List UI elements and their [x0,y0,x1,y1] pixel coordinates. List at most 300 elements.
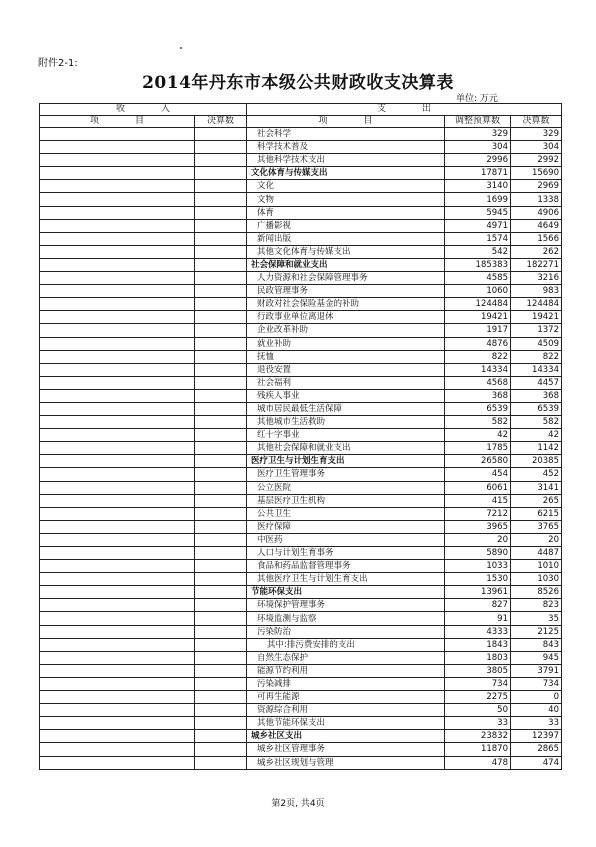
table-row [40,206,562,219]
expense-item-cell: 其他科学技术支出 [247,154,445,167]
expense-item-cell: 就业补助 [247,337,445,350]
income-final-cell [195,219,247,232]
expense-final-cell: 6215 [511,507,562,520]
expense-item-cell: 行政事业单位离退休 [247,311,445,324]
expense-final-cell: 304 [511,141,562,154]
table-row [40,651,562,664]
table-row [40,664,562,677]
income-item-cell [40,167,195,180]
income-final-cell [195,547,247,560]
income-final-cell [195,560,247,573]
income-final-cell [195,258,247,271]
expense-item-cell: 环境监测与监察 [247,612,445,625]
expense-final-cell: 983 [511,285,562,298]
table-row [40,272,562,285]
income-item-cell [40,363,195,376]
income-item-cell [40,494,195,507]
table-row [40,560,562,573]
expense-final-cell: 1030 [511,573,562,586]
expense-adjusted-cell: 1803 [445,651,511,664]
expense-final-cell: 1372 [511,324,562,337]
income-final-cell [195,625,247,638]
income-final-cell [195,468,247,481]
expense-adjusted-cell: 3140 [445,180,511,193]
income-item-cell [40,219,195,232]
income-item-cell [40,756,195,769]
expense-item-cell: 其他节能环保支出 [247,717,445,730]
expense-item-cell: 社会科学 [247,128,445,141]
expense-final-header: 决算数 [511,116,562,128]
expense-adjusted-cell: 1060 [445,285,511,298]
income-final-cell [195,245,247,258]
table-row [40,350,562,363]
income-item-cell [40,429,195,442]
income-item-cell [40,193,195,206]
income-final-cell [195,612,247,625]
expense-item-cell: 城乡社区管理事务 [247,743,445,756]
expense-item-header: 项 目 [247,116,445,128]
income-item-cell [40,586,195,599]
expense-final-cell: 12397 [511,730,562,743]
expense-item-cell: 财政对社会保险基金的补助 [247,298,445,311]
expense-adjusted-cell: 6539 [445,402,511,415]
income-item-cell [40,533,195,546]
expense-adjusted-cell: 582 [445,416,511,429]
table-row [40,612,562,625]
expense-adjusted-cell: 23832 [445,730,511,743]
table-row [40,442,562,455]
expense-adjusted-cell: 17871 [445,167,511,180]
table-row [40,376,562,389]
table-row [40,481,562,494]
income-final-cell [195,128,247,141]
table-row [40,363,562,376]
expense-item-cell: 其中:排污费安排的支出 [247,638,445,651]
expense-final-cell: 3141 [511,481,562,494]
expense-adjusted-cell: 304 [445,141,511,154]
table-row [40,599,562,612]
expense-adjusted-cell: 26580 [445,455,511,468]
expense-item-cell: 城市居民最低生活保障 [247,402,445,415]
income-final-cell [195,586,247,599]
expense-final-cell: 124484 [511,298,562,311]
income-group-header: 收 入 [40,104,247,116]
income-item-cell [40,625,195,638]
income-item-cell [40,416,195,429]
table-row [40,573,562,586]
expense-final-cell: 734 [511,677,562,690]
income-final-header: 决算数 [195,116,247,128]
income-item-cell [40,468,195,481]
expense-final-cell: 823 [511,599,562,612]
expense-item-cell: 人口与计划生育事务 [247,547,445,560]
expense-adjusted-cell: 478 [445,756,511,769]
table-row [40,180,562,193]
expense-final-cell: 0 [511,691,562,704]
expense-adjusted-cell: 1574 [445,232,511,245]
table-row [40,625,562,638]
income-final-cell [195,756,247,769]
expense-adjusted-cell: 4876 [445,337,511,350]
expense-item-cell: 其他医疗卫生与计划生育支出 [247,573,445,586]
expense-item-cell: 公共卫生 [247,507,445,520]
expense-adjusted-cell: 2996 [445,154,511,167]
unit-label: 单位: 万元 [456,94,498,104]
expense-item-cell: 医疗卫生与计划生育支出 [247,455,445,468]
income-item-cell [40,638,195,651]
income-final-cell [195,389,247,402]
expense-adjusted-cell: 6061 [445,481,511,494]
income-final-cell [195,442,247,455]
table-row [40,691,562,704]
income-final-cell [195,599,247,612]
table-row [40,533,562,546]
expense-adjusted-cell: 11870 [445,743,511,756]
expense-final-cell: 2125 [511,625,562,638]
expense-group-header: 支 出 [247,104,562,116]
expense-item-cell: 污染减排 [247,677,445,690]
expense-adjusted-cell: 14334 [445,363,511,376]
expense-adjusted-cell: 1785 [445,442,511,455]
expense-final-cell: 14334 [511,363,562,376]
expense-adjusted-cell: 13961 [445,586,511,599]
table-row [40,298,562,311]
expense-final-cell: 20 [511,533,562,546]
expense-item-cell: 基层医疗卫生机构 [247,494,445,507]
expense-item-cell: 公立医院 [247,481,445,494]
expense-adjusted-cell: 91 [445,612,511,625]
table-row [40,494,562,507]
expense-item-cell: 企业改革补助 [247,324,445,337]
expense-final-cell: 42 [511,429,562,442]
expense-item-cell: 文化体育与传媒支出 [247,167,445,180]
table-row [40,285,562,298]
table-row [40,389,562,402]
income-final-cell [195,376,247,389]
attachment-label: 附件2-1: [38,58,78,69]
table-row [40,232,562,245]
expense-item-cell: 其他城市生活救助 [247,416,445,429]
table-column-header-row [40,116,562,128]
expense-final-cell: 4509 [511,337,562,350]
table-row [40,704,562,717]
income-item-cell [40,245,195,258]
expense-adjusted-cell: 5945 [445,206,511,219]
income-item-cell [40,402,195,415]
fiscal-table [39,103,562,770]
expense-item-cell: 社会保障和就业支出 [247,258,445,271]
expense-item-cell: 城乡社区规划与管理 [247,756,445,769]
income-final-cell [195,743,247,756]
expense-adjusted-cell: 4971 [445,219,511,232]
income-final-cell [195,402,247,415]
income-final-cell [195,520,247,533]
table-row [40,416,562,429]
expense-item-cell: 文化 [247,180,445,193]
table-row [40,743,562,756]
income-item-cell [40,560,195,573]
expense-final-cell: 329 [511,128,562,141]
expense-final-cell: 4487 [511,547,562,560]
table-row [40,141,562,154]
income-final-cell [195,180,247,193]
expense-final-cell: 19421 [511,311,562,324]
income-final-cell [195,704,247,717]
table-row [40,324,562,337]
income-item-cell [40,285,195,298]
income-final-cell [195,455,247,468]
expense-item-cell: 医疗卫生管理事务 [247,468,445,481]
income-item-cell [40,507,195,520]
table-row [40,468,562,481]
income-final-cell [195,337,247,350]
table-row [40,429,562,442]
expense-adjusted-cell: 7212 [445,507,511,520]
income-item-cell [40,180,195,193]
income-final-cell [195,350,247,363]
expense-final-cell: 843 [511,638,562,651]
table-row [40,507,562,520]
table-row [40,245,562,258]
expense-item-cell: 自然生态保护 [247,651,445,664]
income-final-cell [195,677,247,690]
income-item-header: 项 目 [40,116,195,128]
expense-item-cell: 科学技术普及 [247,141,445,154]
expense-item-cell: 新闻出版 [247,232,445,245]
income-final-cell [195,193,247,206]
expense-final-cell: 2992 [511,154,562,167]
income-item-cell [40,730,195,743]
table-row [40,520,562,533]
table-row [40,193,562,206]
table-row [40,402,562,415]
table-row [40,154,562,167]
income-item-cell [40,704,195,717]
income-final-cell [195,730,247,743]
table-group-header-row [40,104,562,116]
expense-item-cell: 可再生能源 [247,691,445,704]
table-row [40,219,562,232]
expense-item-cell: 其他社会保障和就业支出 [247,442,445,455]
expense-final-cell: 1566 [511,232,562,245]
expense-adjusted-cell: 4568 [445,376,511,389]
expense-adjusted-cell: 3805 [445,664,511,677]
income-item-cell [40,206,195,219]
income-item-cell [40,154,195,167]
income-item-cell [40,337,195,350]
income-final-cell [195,285,247,298]
expense-final-cell: 822 [511,350,562,363]
income-item-cell [40,651,195,664]
income-final-cell [195,154,247,167]
expense-final-cell: 3765 [511,520,562,533]
income-item-cell [40,691,195,704]
expense-item-cell: 环境保护管理事务 [247,599,445,612]
expense-adjusted-cell: 124484 [445,298,511,311]
expense-item-cell: 人力资源和社会保障管理事务 [247,272,445,285]
income-item-cell [40,743,195,756]
expense-final-cell: 4457 [511,376,562,389]
expense-adjusted-cell: 454 [445,468,511,481]
expense-final-cell: 33 [511,717,562,730]
table-row [40,717,562,730]
table-row [40,455,562,468]
expense-final-cell: 6539 [511,402,562,415]
income-item-cell [40,677,195,690]
income-item-cell [40,547,195,560]
income-item-cell [40,520,195,533]
expense-adjusted-cell: 1530 [445,573,511,586]
expense-final-cell: 2865 [511,743,562,756]
income-item-cell [40,272,195,285]
expense-final-cell: 3791 [511,664,562,677]
expense-adjusted-cell: 822 [445,350,511,363]
expense-adjusted-cell: 3965 [445,520,511,533]
income-final-cell [195,232,247,245]
income-final-cell [195,481,247,494]
expense-item-cell: 文物 [247,193,445,206]
expense-adjusted-cell: 4333 [445,625,511,638]
expense-adjusted-cell: 1917 [445,324,511,337]
expense-adjusted-cell: 329 [445,128,511,141]
income-final-cell [195,664,247,677]
expense-final-cell: 945 [511,651,562,664]
expense-adjusted-cell: 19421 [445,311,511,324]
income-final-cell [195,507,247,520]
expense-adjusted-cell: 1843 [445,638,511,651]
income-item-cell [40,258,195,271]
income-item-cell [40,664,195,677]
expense-adjusted-cell: 33 [445,717,511,730]
income-final-cell [195,311,247,324]
expense-item-cell: 城乡社区支出 [247,730,445,743]
expense-item-cell: 资源综合利用 [247,704,445,717]
income-final-cell [195,717,247,730]
expense-adjusted-cell: 2275 [445,691,511,704]
income-final-cell [195,363,247,376]
expense-item-cell: 体育 [247,206,445,219]
expense-final-cell: 15690 [511,167,562,180]
expense-item-cell: 医疗保障 [247,520,445,533]
expense-final-cell: 265 [511,494,562,507]
income-item-cell [40,455,195,468]
table-row [40,756,562,769]
income-item-cell [40,324,195,337]
expense-final-cell: 368 [511,389,562,402]
income-item-cell [40,389,195,402]
expense-item-cell: 其他文化体育与传媒支出 [247,245,445,258]
expense-item-cell: 退役安置 [247,363,445,376]
expense-item-cell: 污染防治 [247,625,445,638]
expense-adjusted-cell: 734 [445,677,511,690]
income-item-cell [40,442,195,455]
expense-final-cell: 3216 [511,272,562,285]
page-footer: 第2页, 共4页 [271,799,325,809]
income-final-cell [195,691,247,704]
table-row [40,586,562,599]
income-item-cell [40,141,195,154]
table-row [40,167,562,180]
expense-final-cell: 1010 [511,560,562,573]
income-item-cell [40,376,195,389]
table-row [40,547,562,560]
expense-final-cell: 182271 [511,258,562,271]
income-final-cell [195,141,247,154]
expense-item-cell: 能源节约利用 [247,664,445,677]
income-final-cell [195,206,247,219]
expense-adjusted-cell: 1033 [445,560,511,573]
table-row [40,730,562,743]
income-final-cell [195,167,247,180]
expense-adjusted-cell: 542 [445,245,511,258]
expense-item-cell: 民政管理事务 [247,285,445,298]
expense-item-cell: 广播影视 [247,219,445,232]
expense-final-cell: 1338 [511,193,562,206]
expense-item-cell: 节能环保支出 [247,586,445,599]
expense-adjusted-cell: 368 [445,389,511,402]
income-final-cell [195,494,247,507]
expense-final-cell: 452 [511,468,562,481]
table-row [40,337,562,350]
expense-item-cell: 食品和药品监督管理事务 [247,560,445,573]
expense-item-cell: 社会福利 [247,376,445,389]
income-item-cell [40,612,195,625]
expense-adjusted-cell: 415 [445,494,511,507]
income-item-cell [40,232,195,245]
expense-final-cell: 40 [511,704,562,717]
expense-adjusted-cell: 20 [445,533,511,546]
expense-item-cell: 残疾人事业 [247,389,445,402]
expense-item-cell: 抚恤 [247,350,445,363]
expense-adjusted-cell: 42 [445,429,511,442]
income-item-cell [40,481,195,494]
expense-adjusted-cell: 50 [445,704,511,717]
expense-adjusted-header: 调整预算数 [445,116,511,128]
expense-final-cell: 4906 [511,206,562,219]
income-item-cell [40,350,195,363]
income-final-cell [195,416,247,429]
income-item-cell [40,298,195,311]
expense-final-cell: 4649 [511,219,562,232]
income-item-cell [40,599,195,612]
table-row [40,311,562,324]
expense-final-cell: 474 [511,756,562,769]
income-item-cell [40,128,195,141]
expense-final-cell: 20385 [511,455,562,468]
income-item-cell [40,717,195,730]
income-final-cell [195,429,247,442]
expense-final-cell: 2969 [511,180,562,193]
income-item-cell [40,573,195,586]
expense-final-cell: 8526 [511,586,562,599]
expense-adjusted-cell: 5890 [445,547,511,560]
income-final-cell [195,324,247,337]
expense-final-cell: 1142 [511,442,562,455]
table-row [40,677,562,690]
table-row [40,638,562,651]
expense-adjusted-cell: 1699 [445,193,511,206]
expense-adjusted-cell: 185383 [445,258,511,271]
expense-final-cell: 35 [511,612,562,625]
table-row [40,128,562,141]
expense-adjusted-cell: 4585 [445,272,511,285]
income-final-cell [195,298,247,311]
income-final-cell [195,533,247,546]
page-title: 2014年丹东市本级公共财政收支决算表 [142,73,454,93]
scan-speck [180,47,182,49]
expense-item-cell: 红十字事业 [247,429,445,442]
income-item-cell [40,311,195,324]
